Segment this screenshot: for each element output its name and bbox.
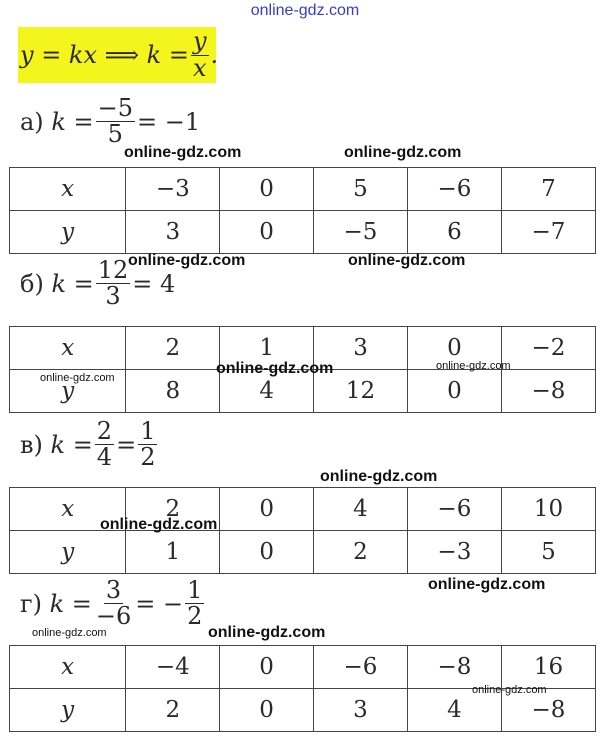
- cell-y: 2: [126, 689, 220, 732]
- cell-x: 1: [220, 327, 314, 370]
- cell-x: −2: [501, 327, 595, 370]
- section-g-numerator: 3: [105, 576, 122, 604]
- cell-x: 2: [126, 327, 220, 370]
- row-label-x: x: [10, 646, 126, 689]
- cell-x: 7: [501, 168, 595, 211]
- formula-fraction: [191, 29, 209, 80]
- cell-y: 12: [314, 370, 408, 413]
- cell-y: 5: [501, 531, 595, 574]
- cell-y: 3: [313, 689, 407, 732]
- section-g-denominator: −6: [95, 602, 132, 631]
- watermark: online-gdz.com: [124, 144, 242, 161]
- section-a-numerator: −5: [97, 94, 133, 122]
- cell-x: 0: [220, 646, 314, 689]
- formula-end: .: [210, 41, 219, 69]
- cell-y: −3: [407, 531, 501, 574]
- cell-x: 0: [408, 327, 502, 370]
- section-b-fraction: [96, 258, 131, 309]
- section-g-result-denominator: 2: [187, 602, 203, 631]
- row-label-y: y: [10, 211, 126, 254]
- section-a-fraction: [96, 96, 135, 147]
- section-a-equation: [20, 96, 200, 147]
- cell-y: 4: [220, 370, 314, 413]
- cell-x: −8: [407, 646, 501, 689]
- section-g-fraction: [94, 578, 133, 629]
- cell-y: 4: [407, 689, 501, 732]
- section-v-result-numerator: 1: [140, 417, 156, 445]
- cell-y: 0: [408, 370, 502, 413]
- formula-denominator: x: [192, 53, 207, 82]
- cell-y: 6: [407, 211, 501, 254]
- formula-left: y = kx ⟹ k =: [20, 41, 189, 69]
- cell-y: 8: [126, 370, 220, 413]
- cell-y: 0: [220, 211, 314, 254]
- section-g-equation: [20, 578, 206, 629]
- section-v-table: [9, 487, 596, 574]
- watermark: online-gdz.com: [436, 360, 511, 372]
- cell-y: 1: [126, 531, 220, 574]
- section-g-result-fraction: [185, 578, 204, 629]
- table-row: [10, 211, 596, 254]
- section-v-denominator: 4: [96, 443, 113, 472]
- section-v-equals: =: [116, 430, 137, 459]
- section-v-fraction: [95, 419, 114, 470]
- table-row: [10, 488, 596, 531]
- watermark: online-gdz.com: [100, 516, 218, 533]
- cell-x: 4: [314, 488, 408, 531]
- watermark: online-gdz.com: [216, 360, 334, 377]
- watermark: online-gdz.com: [472, 684, 547, 696]
- row-label-y: y: [10, 370, 126, 413]
- table-row: [10, 531, 596, 574]
- cell-x: 16: [501, 646, 595, 689]
- section-g-k-label: k =: [49, 589, 92, 618]
- row-label-x: x: [10, 327, 126, 370]
- cell-y: −7: [501, 211, 595, 254]
- header-watermark[interactable]: online-gdz.com: [250, 2, 360, 19]
- cell-x: 10: [501, 488, 595, 531]
- cell-x: −6: [313, 646, 407, 689]
- section-g-letter: г): [20, 589, 42, 618]
- table-row: [10, 168, 596, 211]
- cell-y: −8: [501, 689, 595, 732]
- cell-x: −6: [407, 488, 501, 531]
- section-a-k-label: k =: [51, 107, 94, 136]
- cell-y: 0: [220, 531, 314, 574]
- watermark: online-gdz.com: [128, 252, 246, 269]
- row-label-x: x: [10, 488, 126, 531]
- section-a-letter: а): [20, 107, 44, 136]
- cell-y: 2: [314, 531, 408, 574]
- cell-x: 2: [126, 488, 220, 531]
- formula-highlight: [18, 27, 219, 83]
- section-v-result-denominator: 2: [140, 443, 156, 472]
- section-v-k-label: k =: [50, 430, 93, 459]
- table-row: [10, 646, 596, 689]
- cell-x: 3: [314, 327, 408, 370]
- row-label-y: y: [10, 689, 126, 732]
- watermark: online-gdz.com: [320, 468, 438, 485]
- section-a-table: [9, 167, 596, 254]
- row-label-y: y: [10, 531, 126, 574]
- cell-x: −6: [407, 168, 501, 211]
- cell-y: 0: [220, 689, 314, 732]
- section-b-letter: б): [20, 269, 44, 298]
- watermark: online-gdz.com: [344, 144, 462, 161]
- watermark: online-gdz.com: [428, 576, 546, 593]
- cell-x: 0: [220, 488, 314, 531]
- cell-x: 0: [220, 168, 314, 211]
- section-v-numerator: 2: [96, 417, 113, 445]
- section-v-result-fraction: [138, 419, 157, 470]
- row-label-x: x: [10, 168, 126, 211]
- watermark: online-gdz.com: [208, 624, 326, 641]
- watermark: online-gdz.com: [40, 372, 115, 384]
- cell-x: −4: [126, 646, 220, 689]
- cell-y: −5: [313, 211, 407, 254]
- section-g-equals: = −: [135, 589, 184, 618]
- cell-x: 5: [313, 168, 407, 211]
- section-v-letter: в): [20, 430, 43, 459]
- section-b-result: = 4: [132, 269, 176, 298]
- section-b-k-label: k =: [51, 269, 94, 298]
- section-g-result-numerator: 1: [187, 576, 203, 604]
- section-a-denominator: 5: [107, 120, 123, 149]
- section-a-result: = −1: [136, 107, 201, 136]
- section-v-equation: [20, 419, 159, 470]
- formula: [18, 27, 219, 83]
- section-b-denominator: 3: [105, 282, 121, 311]
- cell-x: −3: [126, 168, 220, 211]
- section-b-numerator: 12: [97, 256, 129, 284]
- cell-y: −8: [501, 370, 595, 413]
- watermark: online-gdz.com: [348, 252, 466, 269]
- formula-numerator: y: [192, 27, 207, 56]
- watermark: online-gdz.com: [32, 627, 107, 639]
- cell-y: 3: [126, 211, 220, 254]
